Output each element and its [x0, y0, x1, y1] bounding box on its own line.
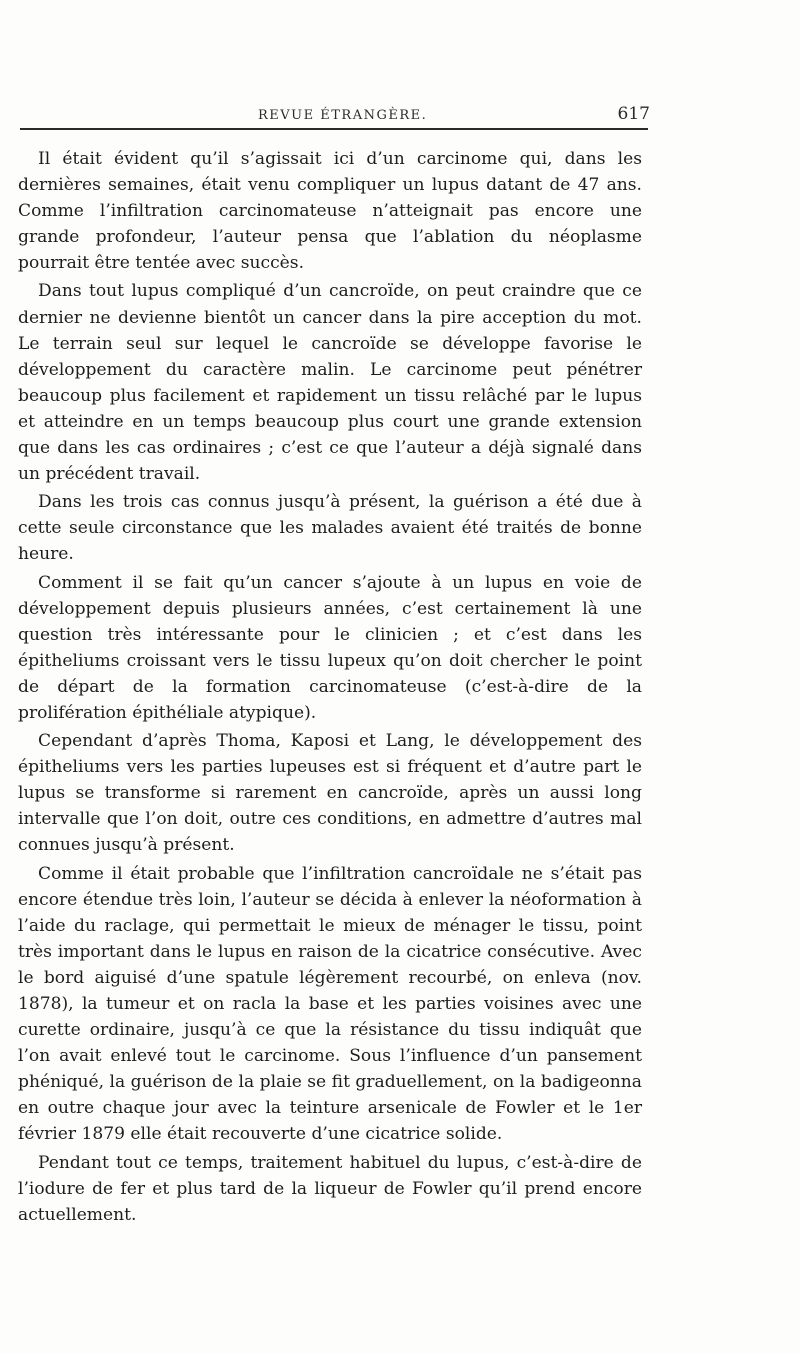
paragraph: Pendant tout ce temps, traitement habituel du lupus, c’est-à-dire de l’iodure de fer et plus tard de la liqueur de Fowler qu’il prend encore actuellement.	[18, 1152, 642, 1225]
paragraph: Comme il était probable que l’infiltration cancroïdale ne s’était pas encore étendue très loin, l’auteur se décida à enlever la néoformation à l’aide du raclage, qui permettait le mieux de ménager le tissu, point très important dans le lupus en raison de la cicatrice consécutive. Avec le bord aiguisé d’une spatule légèrement recourbé, on enleva (nov. 1878), la tumeur et on racla la base et les parties voisines avec une curette ordinaire, jusqu’à ce que la résistance du tissu indiquât que l’on avait enlevé tout le carcinome. Sous l’influence d’un pansement phéniqué, la guérison de la plaie se fit graduellement, on la badigeonna en outre chaque jour avec la teinture arsenicale de Fowler et le 1er février 1879 elle était recouverte d’une cicatrice solide.	[18, 863, 642, 1145]
paragraph: Il était évident qu’il s’agissait ici d’un carcinome qui, dans les dernières semaines, était venu compliquer un lupus datant de 47 ans. Comme l’infiltration carcinomateuse n’atteignait pas encore une grande profondeur, l’auteur pensa que l’ablation du néoplasme pourrait être tentée avec succès.	[18, 149, 642, 274]
paragraph: Dans tout lupus compliqué d’un cancroïde, on peut craindre que ce dernier ne devienne bientôt un cancer dans la pire acception du mot. Le terrain seul sur lequel le cancroïde se développe favorise le développement du caractère malin. Le carcinome peut pénétrer beaucoup plus facilement et rapidement un tissu relâché par le lupus et atteindre en un temps beaucoup plus court une grande extension que dans les cas ordinaires ; c’est ce que l’auteur a déjà signalé dans un précédent travail.	[18, 281, 642, 485]
page-header	[18, 104, 650, 128]
running-head: REVUE ÉTRANGÈRE.	[258, 108, 428, 123]
header-rule	[20, 128, 648, 130]
paragraph: Cependant d’après Thoma, Kaposi et Lang, le développement des épitheliums vers les parties lupeuses est si fréquent et d’autre part le lupus se transforme si rarement en cancroïde, après un aussi long intervalle que l’on doit, outre ces conditions, en admettre d’autres mal connues jusqu’à présent.	[18, 731, 642, 856]
paragraph: Comment il se fait qu’un cancer s’ajoute à un lupus en voie de développement depuis plusieurs années, c’est certainement là une question très intéressante pour le clinicien ; et c’est dans les épitheliums croissant vers le tissu lupeux qu’on doit chercher le point de départ de la formation carcinomateuse (c’est-à-dire de la prolifération épithéliale atypique).	[18, 572, 642, 723]
body-text	[18, 146, 642, 1230]
page-number: 617	[617, 104, 650, 124]
paragraph: Dans les trois cas connus jusqu’à présent, la guérison a été due à cette seule circonstance que les malades avaient été traités de bonne heure.	[18, 492, 642, 565]
